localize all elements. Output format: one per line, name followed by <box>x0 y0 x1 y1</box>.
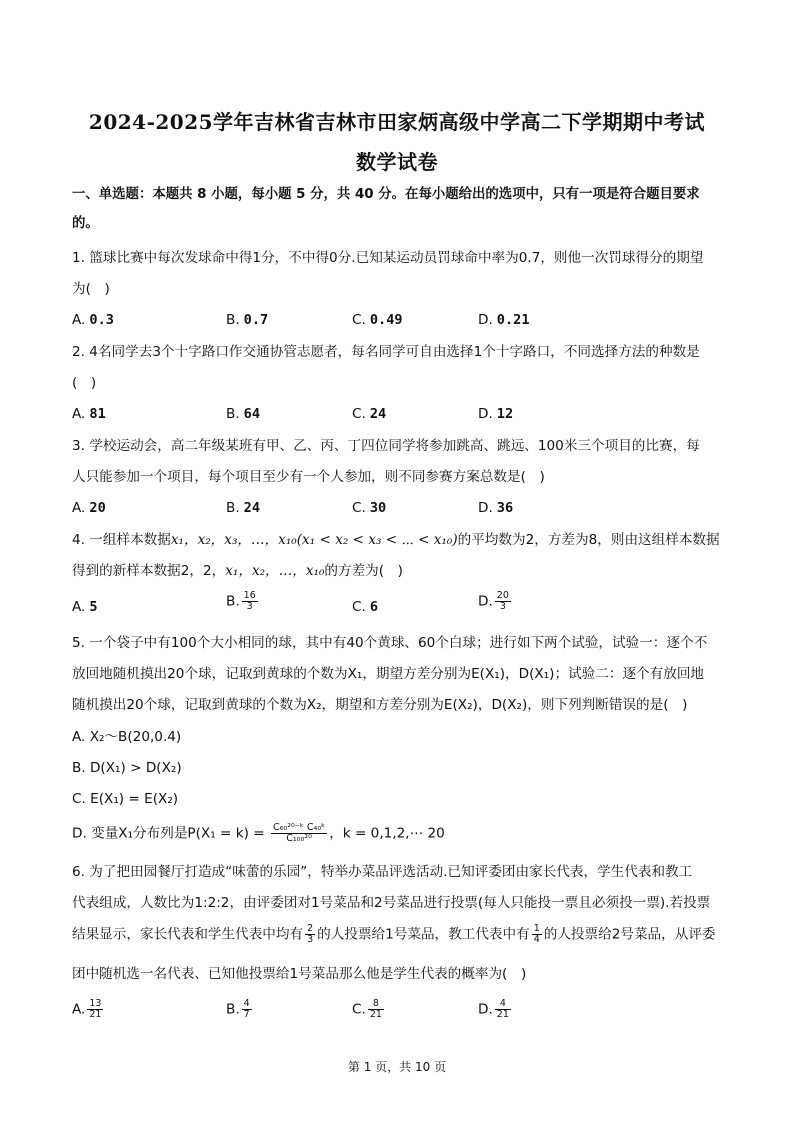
question-1-stem-cont: 为( ) <box>72 281 110 297</box>
q3-option-d: D. 36 <box>478 500 514 516</box>
fraction: $\frac{8}{21}$ <box>369 998 382 1020</box>
q6-option-c: C. $\frac{8}{21}$ <box>352 998 382 1020</box>
fraction: $\frac{16}{3}$ <box>243 590 256 612</box>
q5-option-b: B. D(X₁) > D(X₂) <box>72 760 182 776</box>
q1-option-d: D. 0.21 <box>478 312 530 328</box>
q2-option-c: C. 24 <box>352 406 387 422</box>
q4-data-expression: x₁，x₂，x₃，…，x₁₀(x₁ < x₂ < x₃ < ⋯ < x₁₀) <box>170 532 458 548</box>
q5-option-c: C. E(X₁) = E(X₂) <box>72 791 179 807</box>
q6-option-a: A. $\frac{13}{21}$ <box>72 998 102 1020</box>
question-5-stem-cont2: 随机摸出20个球，记取到黄球的个数为X₂，期望和方差分别为E(X₂)，D(X₂)，则下列判断错误的是( ) <box>72 697 688 713</box>
question-4-stem: 4. 一组样本数据x₁，x₂，x₃，…，x₁₀(x₁ < x₂ < x₃ < ⋯ < x₁₀)的平均数为2，方差为8，则由这组样本数据 <box>72 532 720 548</box>
fraction: $\frac{\text{C₆₀²⁰⁻ᵏ C₄₀ᵏ}}{\text{C₁₀₀²⁰}}$ <box>272 822 326 844</box>
q3-option-a: A. 20 <box>72 500 106 516</box>
q1-option-a: A. 0.3 <box>72 312 114 328</box>
question-5-stem: 5. 一个袋子中有100个大小相同的球，其中有40个黄球、60个白球；进行如下两个试验，试验一：逐个不 <box>72 635 708 651</box>
q2-option-a: A. 81 <box>72 406 106 422</box>
q5-option-d: D. 变量X₁分布列是P(X₁ = k) = $\frac{\text{C₆₀²⁰⁻ᵏ C₄₀ᵏ}}{\text{C₁₀₀²⁰}}$ ，k = 0,1,2,⋯ 20 <box>72 822 445 844</box>
q4-option-d: D. $\frac{20}{3}$ <box>478 590 509 612</box>
q3-option-c: C. 30 <box>352 500 387 516</box>
q3-option-b: B. 24 <box>226 500 261 516</box>
question-6-stem-cont: 代表组成，人数比为1:2:2，由评委团对1号菜品和2号菜品进行投票(每人只能投一票且必须投一票).若投票 <box>72 895 711 911</box>
q1-option-c: C. 0.49 <box>352 312 403 328</box>
fraction: $\frac{4}{21}$ <box>496 998 509 1020</box>
section-instructions-cont: 的。 <box>72 216 99 231</box>
fraction: $\frac{1}{4}$ <box>533 923 540 945</box>
q2-option-b: B. 64 <box>226 406 261 422</box>
q4-option-b: B. $\frac{16}{3}$ <box>226 590 256 612</box>
page-footer: 第 1 页，共 10 页 <box>347 1060 447 1074</box>
q6-option-b: B. $\frac{4}{7}$ <box>226 998 250 1020</box>
question-3-stem-cont: 人只能参加一个项目，每个项目至少有一个人参加，则不同参赛方案总数是( ) <box>72 469 545 485</box>
q4-option-c: C. 6 <box>352 599 379 615</box>
question-3-stem: 3. 学校运动会，高二年级某班有甲、乙、丙、丁四位同学将参加跳高、跳远、100米三个项目的比赛，每 <box>72 438 700 454</box>
exam-subtitle: 数学试卷 <box>356 150 438 174</box>
q4-option-a: A. 5 <box>72 599 98 615</box>
fraction: $\frac{4}{7}$ <box>243 998 250 1020</box>
question-2-stem-cont: ( ) <box>72 375 97 391</box>
q5-option-a: A. X₂～B(20,0.4) <box>72 729 182 745</box>
fraction: $\frac{20}{3}$ <box>496 590 509 612</box>
q2-option-d: D. 12 <box>478 406 514 422</box>
section-instructions: 一、单选题：本题共 8 小题，每小题 5 分，共 40 分。在每小题给出的选项中，只有一项是符合题目要求 <box>72 187 700 202</box>
question-5-stem-cont: 放回地随机摸出20个球，记取到黄球的个数为X₁，期望方差分别为E(X₁)，D(X₁)；试验二：逐个有放回地 <box>72 666 705 682</box>
question-6-stem-cont2: 结果显示，家长代表和学生代表中均有 $\frac{2}{3}$ 的人投票给1号菜品，教工代表中有 $\frac{1}{4}$ 的人投票给2号菜品，从评委 <box>72 923 716 945</box>
q1-option-b: B. 0.7 <box>226 312 269 328</box>
exam-title: 2024-2025学年吉林省吉林市田家炳高级中学高二下学期期中考试 <box>88 110 706 134</box>
question-1-stem: 1. 篮球比赛中每次发球命中得1分，不中得0分.已知某运动员罚球命中率为0.7，则他一次罚球得分的期望 <box>72 250 704 266</box>
fraction: $\frac{13}{21}$ <box>89 998 102 1020</box>
q6-option-d: D. $\frac{4}{21}$ <box>478 998 509 1020</box>
question-2-stem: 2. 4名同学去3个十字路口作交通协管志愿者，每名同学可自由选择1个十字路口，不同选择方法的种数是 <box>72 344 700 360</box>
question-6-stem-cont3: 团中随机选一名代表、已知他投票给1号菜品那么他是学生代表的概率为( ) <box>72 966 527 982</box>
question-6-stem: 6. 为了把田园餐厅打造成“味蕾的乐园”，特举办菜品评选活动.已知评委团由家长代表，学生代表和教工 <box>72 864 693 880</box>
fraction: $\frac{2}{3}$ <box>307 923 314 945</box>
question-4-stem-cont: 得到的新样本数据2，2，x₁，x₂，…，x₁₀的方差为( ) <box>72 563 403 579</box>
